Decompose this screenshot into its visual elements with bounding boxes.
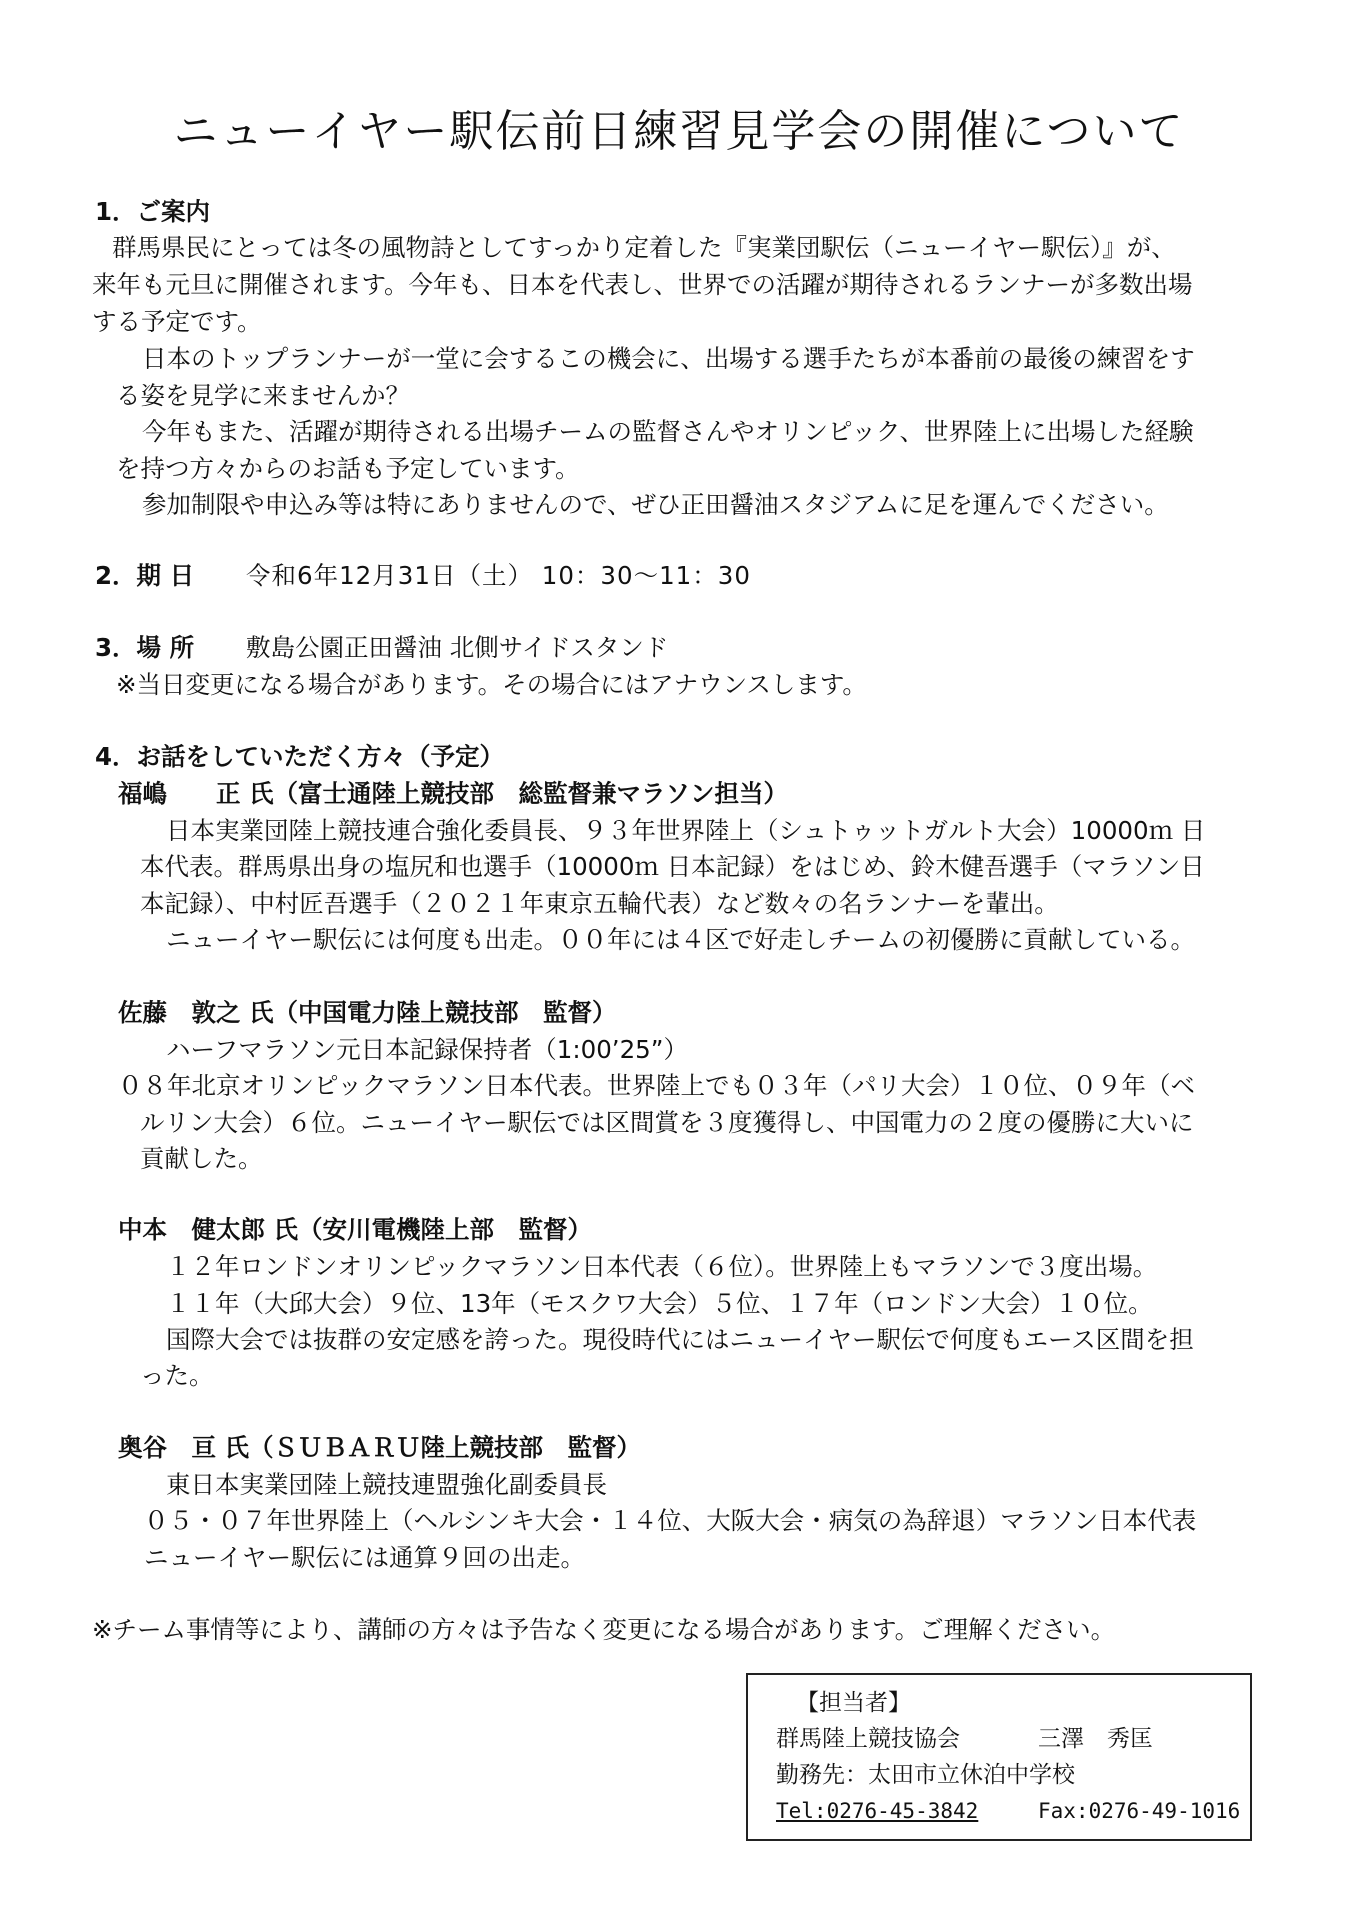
section-heading-speakers: 4．お話をしていただく方々（予定） bbox=[95, 742, 505, 771]
section-heading-guide: 1．ご案内 bbox=[95, 197, 211, 226]
speaker-bio-line: ニューイヤー駅伝には何度も出走。００年には４区で好走しチームの初優勝に貢献している。 bbox=[166, 925, 1195, 954]
speaker-bio-line: 日本実業団陸上競技連合強化委員長、９３年世界陸上（シュトゥットガルト大会）10000ｍ 日 bbox=[166, 816, 1206, 845]
speaker-bio-line: ルリン大会）６位。ニューイヤー駅伝では区間賞を３度獲得し、中国電力の２度の優勝に大いに bbox=[140, 1108, 1194, 1137]
contact-fax: Fax:0276-49-1016 bbox=[1038, 1799, 1241, 1823]
guide-line: する予定です。 bbox=[92, 307, 262, 336]
speaker-name: 佐藤 敦之 氏（中国電力陸上競技部 監督） bbox=[118, 998, 617, 1027]
guide-line: 群馬県民にとっては冬の風物詩としてすっかり定着した『実業団駅伝（ニューイヤー駅伝）』が、 bbox=[112, 233, 1176, 262]
speaker-bio-line: 東日本実業団陸上競技連盟強化副委員長 bbox=[166, 1470, 607, 1499]
speaker-bio-line: 国際大会では抜群の安定感を誇った。現役時代にはニューイヤー駅伝で何度もエース区間を担 bbox=[166, 1325, 1194, 1354]
guide-line: 日本のトップランナーが一堂に会するこの機会に、出場する選手たちが本番前の最後の練習をす bbox=[142, 344, 1195, 373]
guide-line: 今年もまた、活躍が期待される出場チームの監督さんやオリンピック、世界陸上に出場した経験 bbox=[142, 417, 1194, 446]
place-note: ※当日変更になる場合があります。その場合にはアナウンスします。 bbox=[116, 670, 867, 699]
guide-line: 来年も元旦に開催されます。今年も、日本を代表し、世界での活躍が期待されるランナーが多数出場 bbox=[92, 270, 1193, 299]
contact-person: 三澤 秀匡 bbox=[1038, 1726, 1153, 1752]
contact-workplace: 勤務先：太田市立休泊中学校 bbox=[776, 1762, 1075, 1788]
contact-tel: Tel:0276-45-3842 bbox=[776, 1799, 979, 1823]
speaker-bio-line: ハーフマラソン元日本記録保持者（1:00’25”） bbox=[166, 1035, 688, 1064]
guide-line: る姿を見学に来ませんか？ bbox=[116, 381, 410, 410]
contact-box bbox=[746, 1673, 1252, 1841]
speaker-bio-line: ０５・０７年世界陸上（ヘルシンキ大会・１４位、大阪大会・病気の為辞退）マラソン日本代表 bbox=[144, 1506, 1197, 1535]
speaker-name: 奥谷 亘 氏（ＳＵＢＡＲＵ陸上競技部 監督） bbox=[118, 1433, 642, 1462]
guide-line: を持つ方々からのお話も予定しています。 bbox=[116, 454, 580, 483]
speaker-bio-line: 本代表。群馬県出身の塩尻和也選手（10000ｍ 日本記録）をはじめ、鈴木健吾選手（マラソン日 bbox=[140, 852, 1205, 881]
speaker-name: 福嶋 正 氏（富士通陸上競技部 総監督兼マラソン担当） bbox=[118, 779, 789, 808]
guide-line: 参加制限や申込み等は特にありませんので、ぜひ正田醤油スタジアムに足を運んでください。 bbox=[142, 490, 1169, 519]
contact-org: 群馬陸上競技協会 bbox=[776, 1726, 960, 1752]
speaker-bio-line: った。 bbox=[140, 1361, 214, 1390]
event-place: 敷島公園正田醤油 北側サイドスタンド bbox=[246, 633, 669, 662]
speaker-bio-line: １２年ロンドンオリンピックマラソン日本代表（６位）。世界陸上もマラソンで３度出場。 bbox=[166, 1252, 1158, 1281]
section-heading-date: 2．期 日 bbox=[95, 561, 195, 590]
footnote: ※チーム事情等により、講師の方々は予告なく変更になる場合があります。ご理解ください。 bbox=[92, 1615, 1116, 1644]
speaker-name: 中本 健太郎 氏（安川電機陸上部 監督） bbox=[118, 1215, 593, 1244]
speaker-bio-line: 貢献した。 bbox=[140, 1144, 263, 1173]
event-date: 令和6年12月31日（土） 10：30～11：30 bbox=[246, 561, 751, 590]
speaker-bio-line: ニューイヤー駅伝には通算９回の出走。 bbox=[144, 1543, 585, 1572]
speaker-bio-line: 本記録）、中村匠吾選手（２０２１年東京五輪代表）など数々の名ランナーを輩出。 bbox=[140, 889, 1059, 918]
speaker-bio-line: １１年（大邱大会）９位、13年（モスクワ大会）５位、１７年（ロンドン大会）１０位。 bbox=[166, 1289, 1153, 1318]
section-heading-place: 3．場 所 bbox=[95, 633, 195, 662]
contact-label: 【担当者】 bbox=[796, 1690, 911, 1716]
speaker-bio-line: ０８年北京オリンピックマラソン日本代表。世界陸上でも０３年（パリ大会）１０位、０９年（ベ bbox=[118, 1071, 1196, 1100]
page-title: ニューイヤー駅伝前日練習見学会の開催について bbox=[173, 106, 1185, 157]
